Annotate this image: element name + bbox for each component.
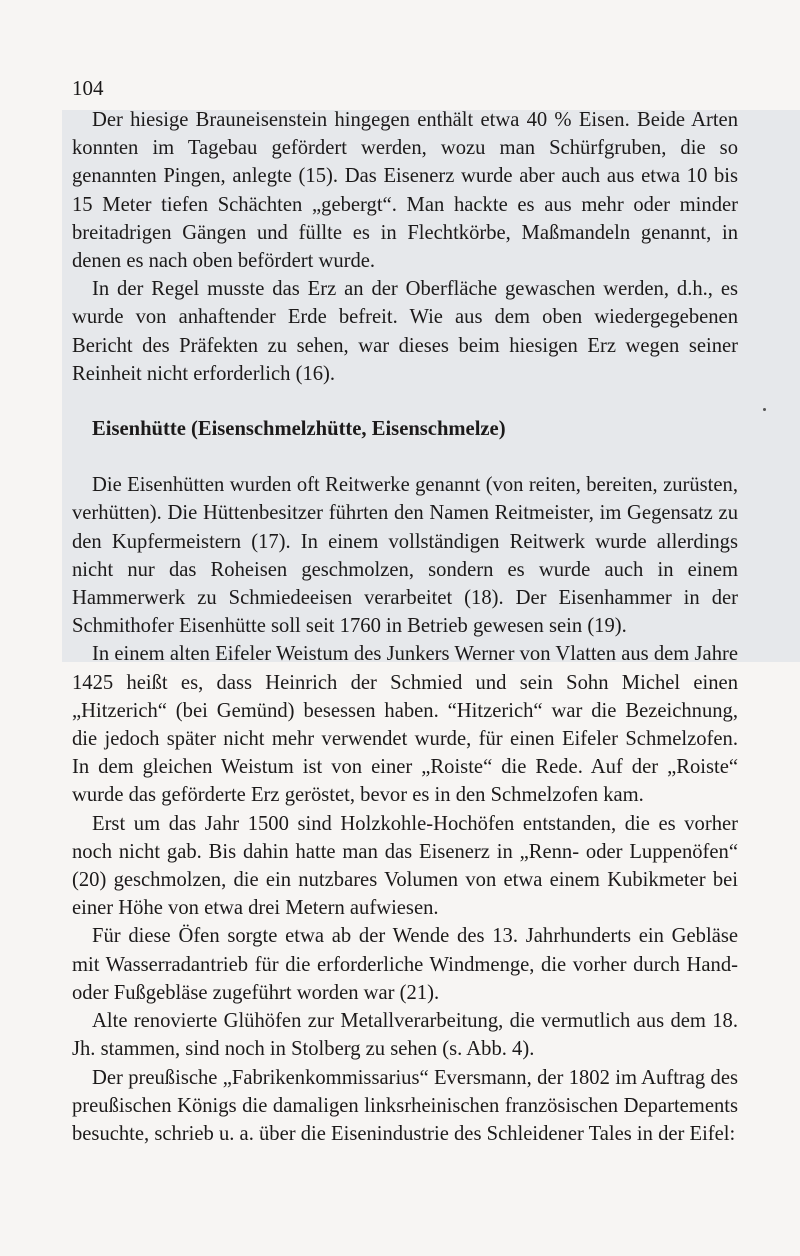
paragraph: Für diese Öfen sorgte etwa ab der Wende des 13. Jahrhunderts ein Gebläse mit Wasserradantrieb für die erforderliche Windmenge, die vorher durch Hand- oder Fußgebläse zugeführt worden war (21).: [72, 925, 738, 1004]
paragraph: Die Eisenhütten wurden oft Reitwerke genannt (von reiten, bereiten, zurüsten, verhütten). Die Hüttenbesitzer führten den Namen Reitmeister, im Gegensatz zu den Kupfermeistern (17). In einem vollständigen Reitwerk wurde allerdings nicht nur das Roheisen geschmolzen, sondern es wurde auch in einem Hammerwerk zu Schmiedeeisen verarbeitet (18). Der Eisenhammer in der Schmithofer Eisenhütte soll seit 1760 in Betrieb gewesen sein (19).: [72, 474, 738, 638]
paragraph: Der preußische „Fabrikenkommissarius“ Eversmann, der 1802 im Auftrag des preußischen Königs die damaligen linksrheinischen französischen Departements besuchte, schrieb u. a. über die Eisenindustrie des Schleidener Tales in der Eifel:: [72, 1066, 738, 1145]
paragraph: In der Regel musste das Erz an der Oberfläche gewaschen werden, d.h., es wurde von anhaftender Erde befreit. Wie aus dem oben wiedergegebenen Bericht des Präfekten zu sehen, war dieses beim hiesigen Erz wegen seiner Reinheit nicht erforderlich (16).: [72, 278, 738, 385]
section-heading: Eisenhütte (Eisenschmelzhütte, Eisenschmelze): [92, 418, 506, 441]
paragraph: Alte renovierte Glühöfen zur Metallverarbeitung, die vermutlich aus dem 18. Jh. stammen, sind noch in Stolberg zu sehen (s. Abb. 4).: [72, 1010, 738, 1061]
print-speck: [763, 408, 766, 411]
body-text: [72, 106, 738, 1148]
page-number: 104: [72, 76, 104, 100]
paragraph: Der hiesige Brauneisenstein hingegen enthält etwa 40 % Eisen. Beide Arten konnten im Tagebau gefördert werden, wozu man Schürfgruben, die so genannten Pingen, anlegte (15). Das Eisenerz wurde aber auch aus etwa 10 bis 15 Meter tiefen Schächten „gebergt“. Man hackte es aus mehr oder minder breitadrigen Gängen und füllte es in Flechtkörbe, Maßmandeln genannt, in denen es nach oben befördert wurde.: [72, 109, 738, 273]
paragraph: In einem alten Eifeler Weistum des Junkers Werner von Vlatten aus dem Jahre 1425 heißt es, dass Heinrich der Schmied und sein Sohn Michel einen „Hitzerich“ (bei Gemünd) besessen haben. “Hitzerich“ war die Bezeichnung, die jedoch später nicht mehr verwendet wurde, für einen Eifeler Schmelzofen. In dem gleichen Weistum ist von einer „Roiste“ die Rede. Auf der „Roiste“ wurde das geförderte Erz geröstet, bevor es in den Schmelzofen kam.: [72, 643, 738, 807]
paragraph: Erst um das Jahr 1500 sind Holzkohle-Hochöfen entstanden, die es vorher noch nicht gab. Bis dahin hatte man das Eisenerz in „Renn- oder Luppenöfen“ (20) geschmolzen, die ein nutzbares Volumen von etwa einem Kubikmeter bei einer Höhe von etwa drei Metern aufwiesen.: [72, 812, 738, 920]
